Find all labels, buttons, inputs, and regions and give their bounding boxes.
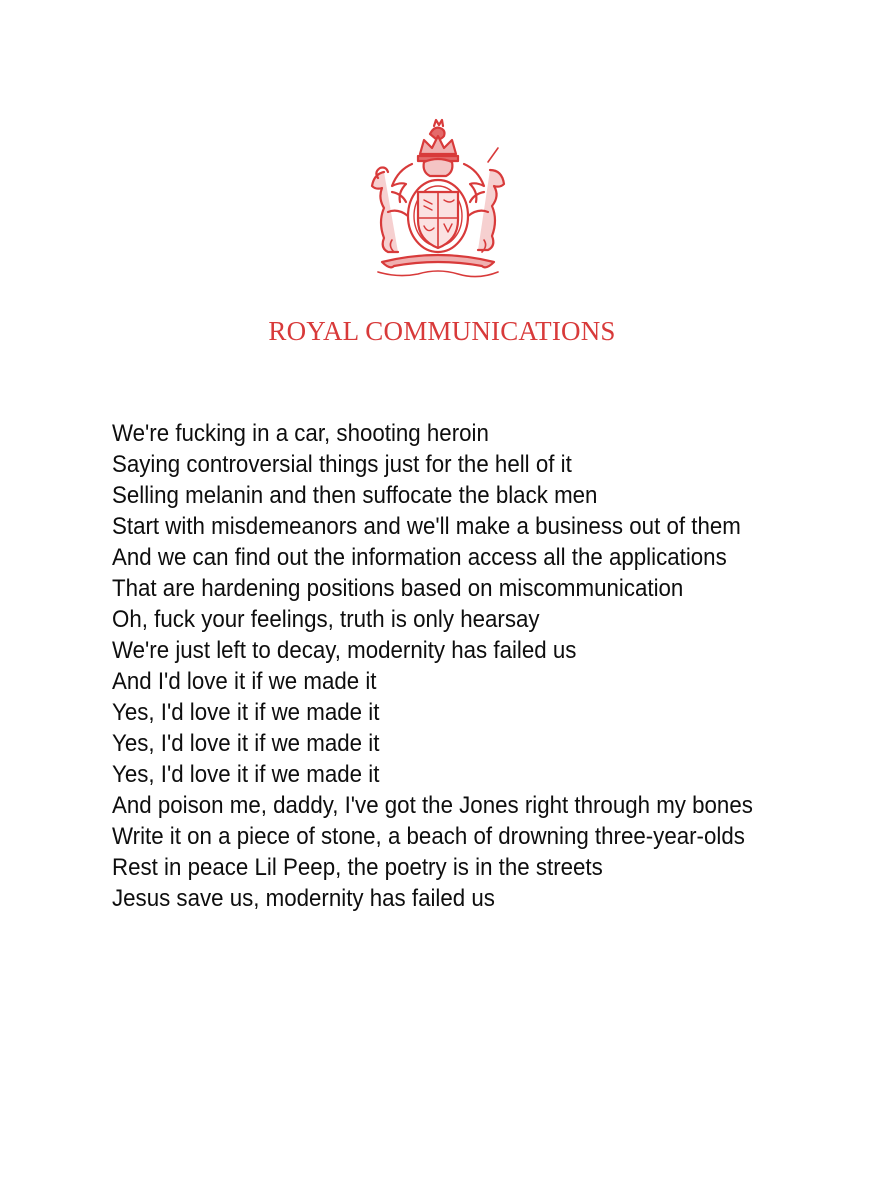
lyric-line: Yes, I'd love it if we made it: [112, 730, 380, 757]
lyrics-block: [112, 418, 832, 914]
letterhead-title: ROYAL COMMUNICATIONS: [268, 316, 616, 346]
lyric-line: And we can find out the information access all the applications: [112, 544, 727, 571]
lyric-line: Jesus save us, modernity has failed us: [112, 885, 495, 912]
lyric-line: And poison me, daddy, I've got the Jones right through my bones: [112, 792, 753, 819]
lyric-line: Yes, I'd love it if we made it: [112, 699, 380, 726]
lyric-line: We're fucking in a car, shooting heroin: [112, 420, 489, 447]
lyric-line: And I'd love it if we made it: [112, 668, 377, 695]
royal-crest-icon: [338, 112, 538, 282]
lyric-line: Rest in peace Lil Peep, the poetry is in the streets: [112, 854, 603, 881]
lyric-line: Start with misdemeanors and we'll make a business out of them: [112, 513, 741, 540]
lyric-line: That are hardening positions based on miscommunication: [112, 575, 684, 602]
lyric-line: Selling melanin and then suffocate the black men: [112, 482, 598, 509]
lyric-line: Write it on a piece of stone, a beach of drowning three-year-olds: [112, 823, 745, 850]
lyric-line: Yes, I'd love it if we made it: [112, 761, 380, 788]
lyric-line: We're just left to decay, modernity has failed us: [112, 637, 577, 664]
lyric-line: Oh, fuck your feelings, truth is only hearsay: [112, 606, 540, 633]
lyric-line: Saying controversial things just for the hell of it: [112, 451, 572, 478]
